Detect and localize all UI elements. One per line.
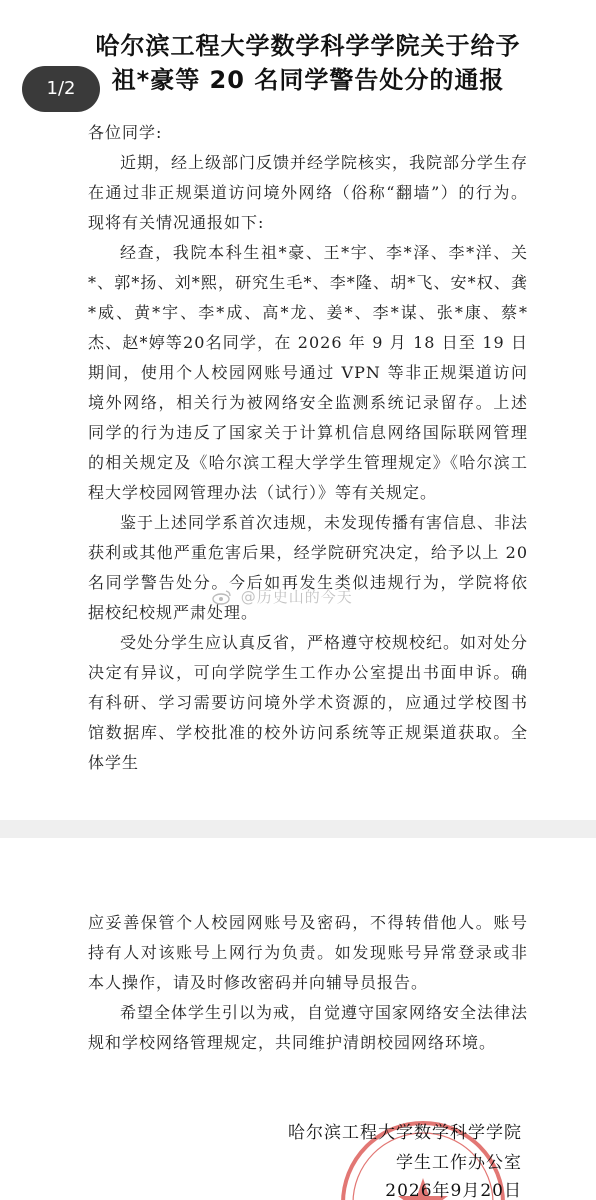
paragraph-requirements-continued: 应妥善保管个人校园网账号及密码，不得转借他人。账号持有人对该账号上网行为负责。如发现账号异常登录或非本人操作，请及时修改密码并向辅导员报告。 [88,913,528,992]
watermark [212,586,353,607]
page-separator [0,820,596,838]
paragraph-intro: 近期，经上级部门反馈并经学院核实，我院部分学生存在通过非正规渠道访问境外网络（俗称“翻墙”）的行为。现将有关情况通报如下: [88,153,529,232]
salutation: 各位同学: [88,123,163,142]
paragraph-requirements: 受处分学生应认真反省，严格遵守校规校纪。如对处分决定有异议，可向学院学生工作办公室提出书面申诉。确有科研、学习需要访问境外学术资源的，应通过学校图书馆数据库、学校批准的校外访问系统等正规渠道获取。全体学生 [88,633,529,772]
signature-date: 2026年9月20日 [385,1181,522,1200]
document-title-line-2: 祖*豪等 20 名同学警告处分的通报 [111,66,505,94]
weibo-icon [212,589,232,605]
page-counter-badge: 1/2 [22,66,100,112]
paragraph-decision: 鉴于上述同学系首次违规，未发现传播有害信息、非法获利或其他严重危害后果，经学院研究决定，给予以上 20 名同学警告处分。今后如再发生类似违规行为，学院将依据校纪校规严肃处理。 [88,513,529,622]
paragraph-findings: 经查，我院本科生祖*豪、王*宇、李*泽、李*洋、关*、郭*扬、刘*熙，研究生毛*、李*隆、胡*飞、安*权、龚*威、黄*宇、李*成、高*龙、姜*、李*谋、张*康、蔡*杰、赵*婷等20名同学，在 2026 年 9 月 18 日至 19 日期间，使用个人校园网账号通过 VPN 等非正规渠道访问境外网络，相关行为被网络安全监测系统记录留存。上述同学的行为违反了国家关于计算机信息网络国际联网管理的相关规定及《哈尔滨工程大学学生管理规定》《哈尔滨工程大学校园网管理办法（试行）》等有关规定。 [88,243,528,502]
signature-organization: 哈尔滨工程大学数学科学学院 [288,1123,522,1143]
signature-office: 学生工作办公室 [396,1153,522,1173]
paragraph-closing: 希望全体学生引以为戒，自觉遵守国家网络安全法律法规和学校网络管理规定，共同维护清朗校园网络环境。 [88,1003,529,1052]
watermark-text: @历史山的今天 [240,588,353,606]
document-title-line-1: 哈尔滨工程大学数学科学学院关于给予 [95,32,521,60]
